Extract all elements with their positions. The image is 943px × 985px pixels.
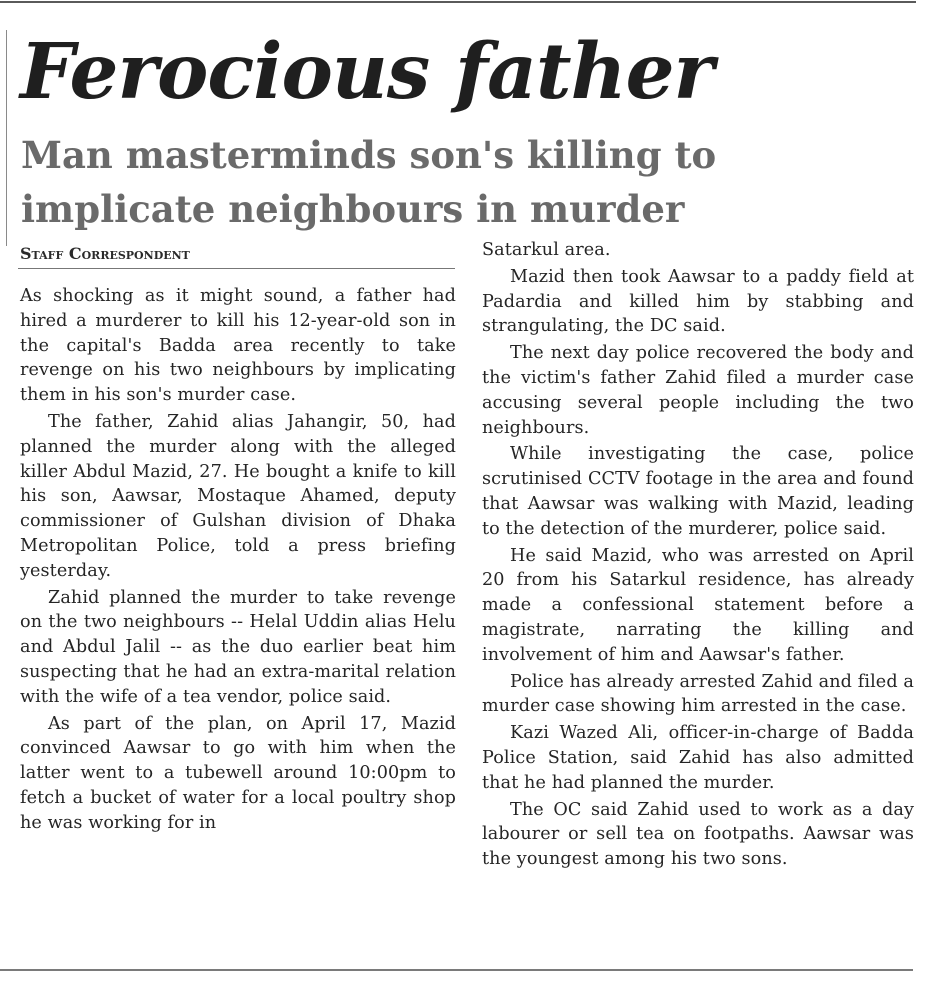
left-column bbox=[20, 284, 456, 838]
right-column bbox=[482, 238, 914, 874]
paragraph: While investigating the case, police scrutinised CCTV footage in the area and found that Aawsar was walking with Mazid, leading to the detection of the murderer, police said. bbox=[482, 444, 914, 539]
paragraph: The father, Zahid alias Jahangir, 50, had planned the murder along with the alleged killer Abdul Mazid, 27. He bought a knife to kill his son, Aawsar, Mostaque Ahamed, deputy commissioner of Gulshan division of Dhaka Metropolitan Police, told a press briefing yesterday. bbox=[20, 411, 456, 581]
paragraph: Zahid planned the murder to take revenge on the two neighbours -- Helal Uddin alias Helu and Abdul Jalil -- as the duo earlier beat him suspecting that he had an extra-marital relation with the wife of a tea vendor, police said. bbox=[20, 587, 456, 707]
paragraph: Kazi Wazed Ali, officer-in-charge of Badda Police Station, said Zahid has also admitted that he had planned the murder. bbox=[482, 723, 914, 793]
paragraph: Satarkul area. bbox=[482, 240, 611, 260]
paragraph: The next day police recovered the body and the victim's father Zahid filed a murder case accusing several people including the two neighbours. bbox=[482, 343, 914, 438]
subheadline: Man masterminds son's killing to implicate neighbours in murder bbox=[21, 133, 717, 231]
bottom-rule bbox=[0, 969, 913, 971]
paragraph: He said Mazid, who was arrested on April 20 from his Satarkul residence, has already made a confessional statement before a magistrate, narrating the killing and involvement of him and Aawsar's father. bbox=[482, 545, 914, 665]
paragraph: Mazid then took Aawsar to a paddy field at Padardia and killed him by stabbing and strangulating, the DC said. bbox=[482, 266, 914, 337]
paragraph: As shocking as it might sound, a father had hired a murderer to kill his 12-year-old son in the capital's Badda area recently to take revenge on his two neighbours by implicating them in his son's murder case. bbox=[20, 286, 456, 406]
paragraph: Police has already arrested Zahid and filed a murder case showing him arrested in the case. bbox=[482, 671, 914, 717]
byline-rule bbox=[18, 268, 455, 269]
paragraph: As part of the plan, on April 17, Mazid convinced Aawsar to go with him when the latter went to a tubewell around 10:00pm to fetch a bucket of water for a local poultry shop he was working for in bbox=[20, 713, 456, 833]
side-rule bbox=[6, 30, 7, 246]
paragraph: The OC said Zahid used to work as a day labourer or sell tea on footpaths. Aawsar was the youngest among his two sons. bbox=[482, 799, 914, 870]
top-rule bbox=[0, 1, 916, 3]
byline: Staff Correspondent bbox=[20, 244, 190, 263]
headline: Ferocious father bbox=[20, 27, 714, 117]
